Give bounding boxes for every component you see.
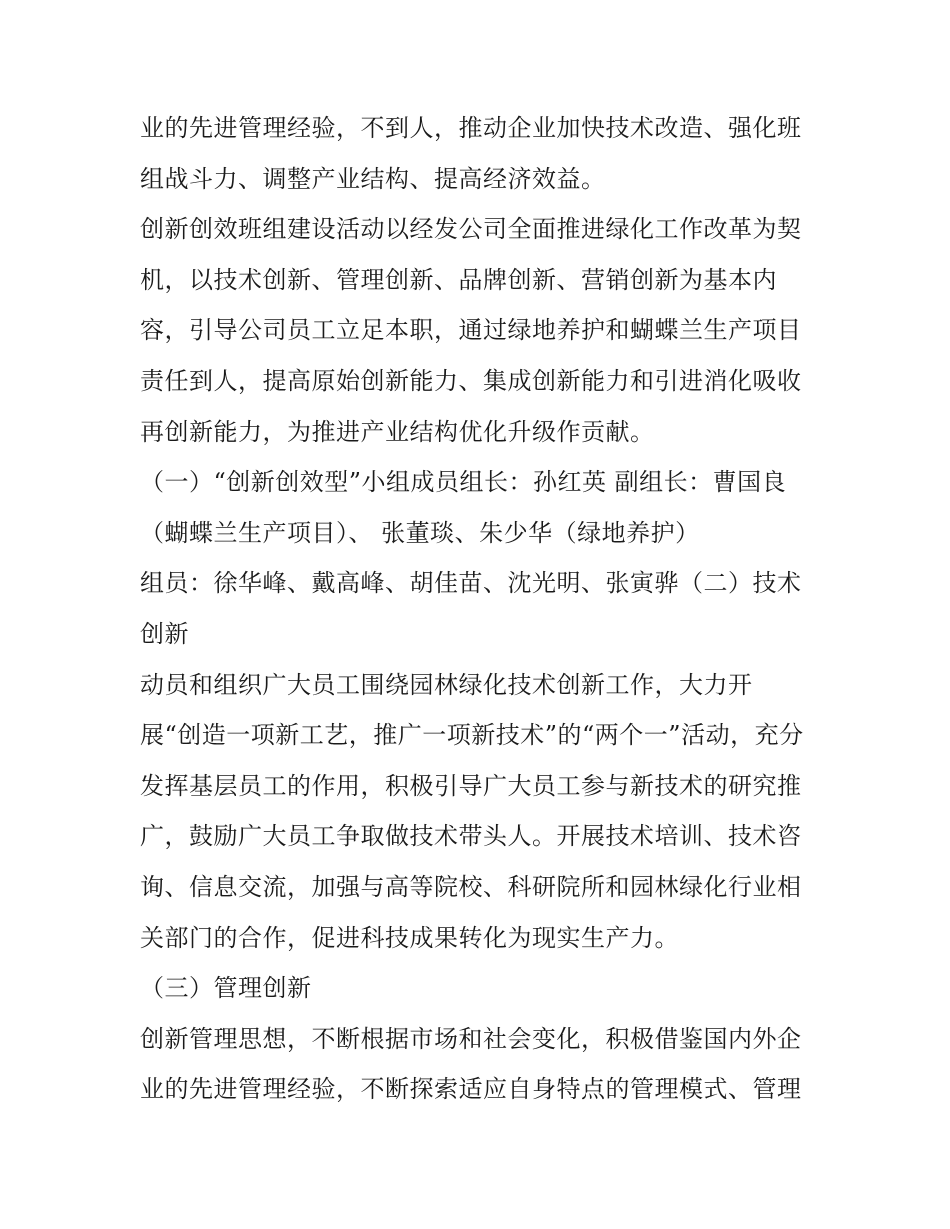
text-line: 责任到人，提高原始创新能力、集成创新能力和引进消化吸收: [140, 366, 802, 395]
text-line: （蝴蝶兰生产项目）、 张董琰、朱少华（绿地养护）: [140, 518, 700, 547]
document-body: [140, 103, 830, 1115]
section-heading-1: （一）“创新创效型”小组成员组长：孙红英 副组长：曹国良: [140, 468, 787, 497]
text-line: 创新管理思想，不断根据市场和社会变化，积极借鉴国内外企: [140, 1024, 802, 1053]
text-line: 广，鼓励广大员工争取做技术带头人。开展技术培训、技术咨: [140, 822, 802, 851]
text-line: 组员：徐华峰、戴高峰、胡佳苗、沈光明、张寅骅（二）技术: [140, 569, 802, 598]
text-line: 机，以技术创新、管理创新、品牌创新、营销创新为基本内: [140, 265, 777, 294]
text-line: 再创新能力，为推进产业结构优化升级作贡献。: [140, 417, 655, 446]
text-line: 创新创效班组建设活动以经发公司全面推进绿化工作改革为契: [140, 215, 802, 244]
text-line: 发挥基层员工的作用，积极引导广大员工参与新技术的研究推: [140, 771, 802, 800]
text-line: 关部门的合作，促进科技成果转化为现实生产力。: [140, 923, 679, 952]
text-line: 业的先进管理经验，不断探索适应自身特点的管理模式、管理: [140, 1075, 802, 1104]
text-line: 创新: [140, 619, 189, 648]
text-line: 询、信息交流，加强与高等院校、科研院所和园林绿化行业相: [140, 872, 802, 901]
section-heading-3: （三）管理创新: [140, 974, 312, 1003]
text-line: 业的先进管理经验，不到人，推动企业加快技术改造、强化班: [140, 114, 802, 142]
text-line: 动员和组织广大员工围绕园林绿化技术创新工作，大力开: [140, 670, 753, 699]
text-line: 组战斗力、调整产业结构、提高经济效益。: [140, 164, 606, 193]
text-line: 展“创造一项新工艺，推广一项新技术”的“两个一”活动，充分: [140, 721, 804, 750]
text-line: 容，引导公司员工立足本职，通过绿地养护和蝴蝶兰生产项目: [140, 316, 802, 345]
